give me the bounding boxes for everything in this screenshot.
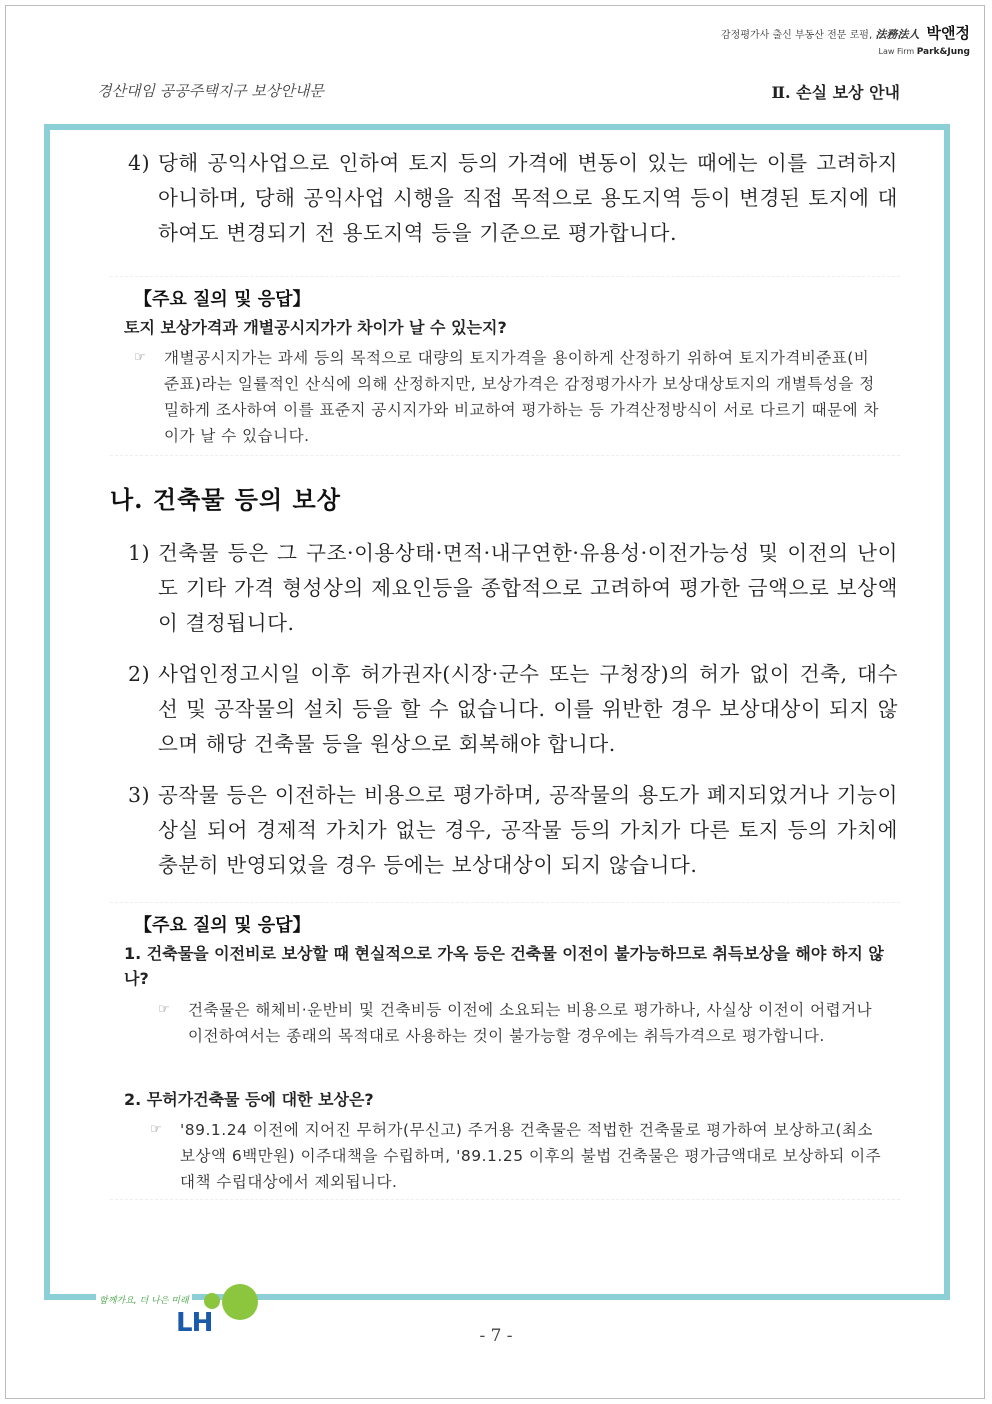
building-item-1 <box>128 536 898 641</box>
land-item-4 <box>128 146 898 251</box>
chapter-title: Ⅱ. 손실 보상 안내 <box>771 83 900 102</box>
section-heading: 나. 건축물 등의 보상 <box>110 485 341 514</box>
lh-slogan: 함께가요, 더 나은 미래 <box>96 1293 192 1306</box>
firm-hanja: 法務法人 <box>875 28 920 41</box>
page-number: - 7 - <box>479 1326 513 1346</box>
item-text: 건축물 등은 그 구조·이용상태·면적·내구연한·유용성·이전가능성 및 이전의 난이도 기타 가격 형성상의 제요인등을 종합적으로 고려하여 평가한 금액으로 보상액이 결정됩니다. <box>158 541 898 635</box>
law-firm-header <box>721 22 970 57</box>
firm-sub-brand: Park&Jung <box>916 47 970 57</box>
document-title: 경산대임 공공주택지구 보상안내문 <box>97 82 324 100</box>
qa-answer <box>134 345 880 449</box>
qa-answer-text: 개별공시지가는 과세 등의 목적으로 대량의 토지가격을 용이하게 산정하기 위하여 토지가격비준표(비준표)라는 일률적인 산식에 의해 산정하지만, 보상가격은 감정평가사가 보상대상토지의 개별특성을 정밀하게 조사하여 이를 표준지 공시지가와 비교하여 평가하는 등 가격산정방식이 서로 다르기 때문에 차이가 날 수 있습니다. <box>164 349 879 445</box>
qa-question-2: 2. 무허가건축물 등에 대한 보상은? <box>124 1090 374 1109</box>
item-text: 공작물 등은 이전하는 비용으로 평가하며, 공작물의 용도가 폐지되었거나 기능이 상실 되어 경제적 가치가 없는 경우, 공작물 등의 가치가 다른 토지 등의 가치에 충분히 반영되었을 경우 등에는 보상대상이 되지 않습니다. <box>158 783 898 877</box>
lh-logo: LH <box>176 1308 213 1338</box>
qa-question: 토지 보상가격과 개별공시지가가 차이가 날 수 있는지? <box>124 318 507 337</box>
qa-heading: 【주요 질의 및 응답】 <box>134 289 311 310</box>
item-text: 사업인정고시일 이후 허가권자(시장·군수 또는 구청장)의 허가 없이 건축, 대수선 및 공작물의 설치 등을 할 수 없습니다. 이를 위반한 경우 보상대상이 되지 않으며 해당 건축물 등을 원상으로 회복해야 합니다. <box>158 662 898 756</box>
firm-sub-prefix: Law Firm <box>878 47 915 56</box>
qa-answer-2 <box>150 1117 882 1195</box>
firm-brand: 박앤정 <box>926 24 970 42</box>
item-number: 3) <box>128 783 151 807</box>
lh-logo-dot-small <box>204 1293 220 1309</box>
qa-answer-1 <box>158 997 882 1049</box>
item-number: 2) <box>128 662 151 686</box>
pointing-hand-icon: ☞ <box>150 1122 163 1137</box>
qa-question-1: 1. 건축물을 이전비로 보상할 때 현실적으로 가옥 등은 건축물 이전이 불가능하므로 취득보상을 해야 하지 않나? <box>124 944 884 988</box>
pointing-hand-icon: ☞ <box>158 1002 171 1017</box>
building-item-3 <box>128 778 898 883</box>
lh-logo-dot-large <box>222 1284 258 1320</box>
qa-box-land <box>110 276 900 456</box>
qa-box-buildings <box>110 902 900 1200</box>
pointing-hand-icon: ☞ <box>134 350 147 365</box>
item-number: 1) <box>128 541 151 565</box>
item-number: 4) <box>128 151 151 175</box>
qa-heading: 【주요 질의 및 응답】 <box>134 915 311 936</box>
qa-answer-text: '89.1.24 이전에 지어진 무허가(무신고) 주거용 건축물은 적법한 건축물로 평가하여 보상하고(최소보상액 6백만원) 이주대책을 수립하며, '89.1.25 이후의 불법 건축물은 평가금액대로 보상하되 이주대책 수립대상에서 제외됩니다. <box>180 1121 882 1191</box>
qa-answer-text: 건축물은 해체비·운반비 및 건축비등 이전에 소요되는 비용으로 평가하나, 사실상 이전이 어렵거나 이전하여서는 종래의 목적대로 사용하는 것이 불가능할 경우에는 취득가격으로 평가합니다. <box>188 1001 873 1045</box>
building-item-2 <box>128 657 898 762</box>
item-text: 당해 공익사업으로 인하여 토지 등의 가격에 변동이 있는 때에는 이를 고려하지 아니하며, 당해 공익사업 시행을 직접 목적으로 용도지역 등이 변경된 토지에 대하여도 변경되기 전 용도지역 등을 기준으로 평가합니다. <box>158 151 898 245</box>
firm-tagline: 감정평가사 출신 부동산 전문 로펌, <box>721 30 873 41</box>
